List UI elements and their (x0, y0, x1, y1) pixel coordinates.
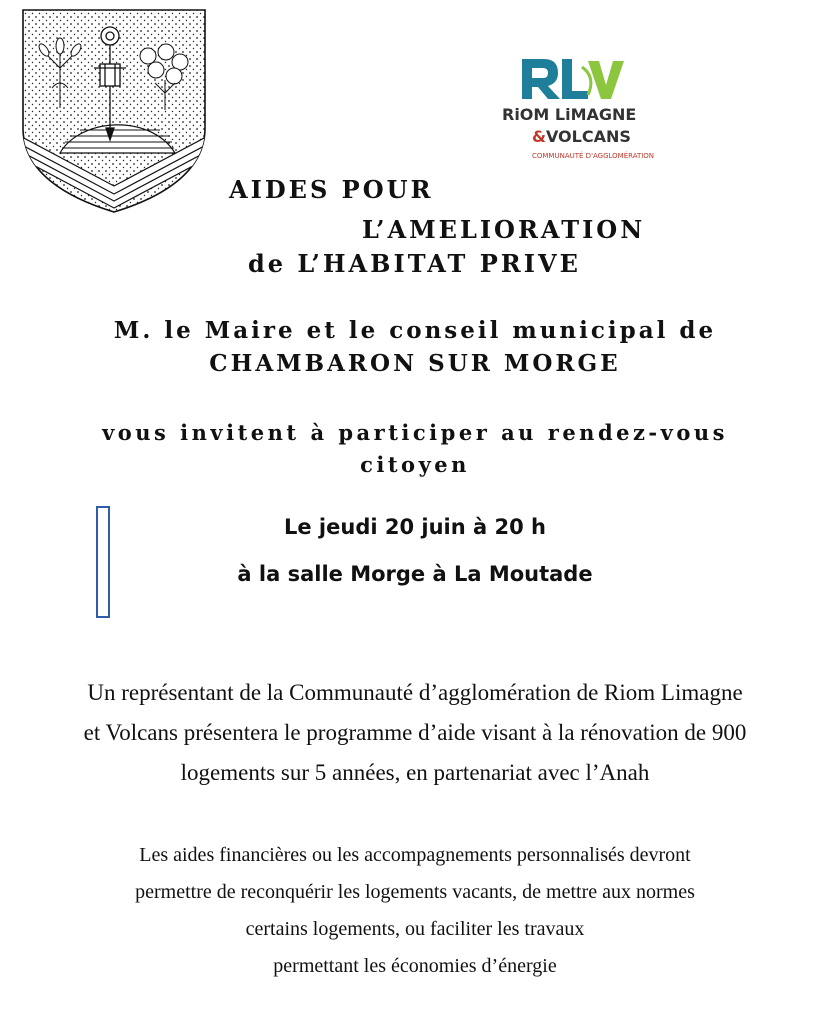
logo-line3: COMMUNAUTÉ D'AGGLOMÉRATION (532, 152, 655, 160)
body-p2-line: permettre de reconquérir les logements vacants, de mettre aux normes (135, 881, 695, 903)
body-p1-line: et Volcans présentera le programme d’aide visant à la rénovation de 900 (83, 720, 747, 745)
title-line-3: de L’HABITAT PRIVE (248, 249, 581, 278)
logo-line1: RiOM LiMAGNE (502, 105, 637, 124)
invitation-line-1: M. le Maire et le conseil municipal de (113, 317, 717, 344)
body-p2-line: Les aides financières ou les accompagnements personnalisés devront (139, 844, 691, 866)
invitation-line-2: CHAMBARON SUR MORGE (209, 350, 621, 377)
event-date: Le jeudi 20 juin à 20 h (284, 515, 546, 539)
logo-line2 (532, 127, 631, 146)
invitation-line-4: citoyen (360, 452, 470, 477)
body-p2-line: certains logements, ou faciliter les travaux (245, 918, 585, 940)
body-p2-line: permettant les économies d’énergie (273, 955, 557, 977)
coat-of-arms-icon (20, 8, 208, 214)
body-paragraph-1 (0, 673, 830, 793)
logo-amp: & (532, 127, 546, 146)
body-p1-line: logements sur 5 années, en partenariat avec l’Anah (180, 760, 650, 785)
body-p1-line: Un représentant de la Communauté d’agglomération de Riom Limagne (87, 680, 743, 705)
rlv-logo-icon (518, 55, 678, 105)
rlv-logo (500, 55, 660, 170)
title-line-1: AIDES POUR (229, 175, 434, 204)
body-paragraph-2 (0, 837, 830, 985)
event-place: à la salle Morge à La Moutade (237, 562, 593, 586)
invitation-line-3: vous invitent à participer au rendez-vous (102, 420, 728, 445)
title-line-2: L’AMELIORATION (362, 215, 646, 244)
coat-of-arms (20, 8, 208, 214)
logo-line2-text: VOLCANS (545, 127, 631, 146)
